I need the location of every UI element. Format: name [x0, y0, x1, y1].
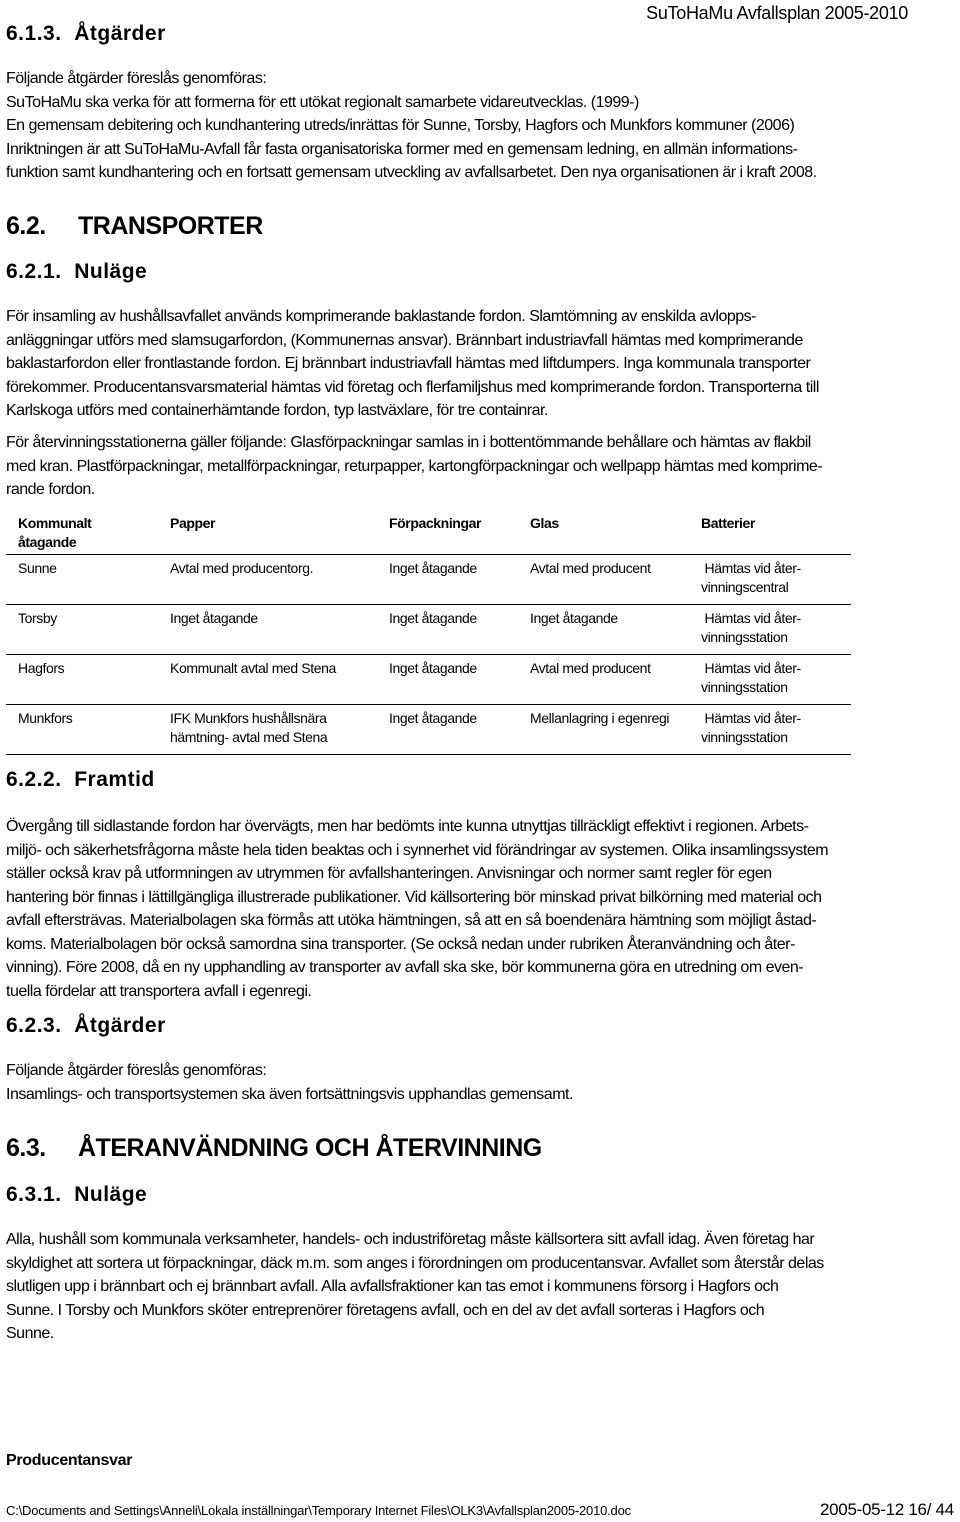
table-cell: Hämtas vid åter- vinningsstation: [699, 655, 851, 705]
collection-table: [6, 508, 851, 755]
header-cell: Förpackningar: [389, 515, 482, 531]
table-cell: Avtal med producent: [530, 655, 699, 705]
section-heading-6-2-1: [6, 260, 147, 284]
table-row: [6, 705, 851, 755]
text-line: En gemensam debitering och kundhantering utreds/inrättas för Sunne, Torsby, Hagfors och Munkfors kommuner (2006): [6, 117, 795, 134]
text-line: slutligen upp i brännbart och ej brännbart avfall. Alla avfallsfraktioner kan tas emot i kommunens försorg i Hagfors och: [6, 1278, 779, 1295]
table-cell: Hämtas vid åter- vinningsstation: [699, 605, 851, 655]
table-cell: IFK Munkfors hushållsnära hämtning- avtal med Stena: [158, 705, 389, 755]
header-cell: Kommunalt åtagande: [18, 515, 92, 550]
text-line: avfall eftersträvas. Materialbolagen ska förmås att utöka hämtningen, så att en så boendenära hämtning som möjligt åstad-: [6, 912, 817, 929]
table-cell: Inget åtagande: [389, 655, 530, 705]
section-heading-6-3: [6, 1134, 542, 1163]
text-line: anläggningar utförs med slamsugarfordon, (Kommunernas ansvar). Brännbart industriavfall hämtas med komprimerande: [6, 331, 803, 349]
text-line: Inriktningen är att SuToHaMu-Avfall får fasta organisatoriska former med en gemensam ledning, en allmän informations-: [6, 140, 798, 158]
table-cell: Kommunalt avtal med Stena: [158, 655, 389, 705]
section-title: Framtid: [74, 768, 155, 791]
footer-label: Producentansvar: [6, 1452, 133, 1469]
running-title: SuToHaMu Avfallsplan 2005-2010: [646, 3, 908, 23]
table-row: [6, 655, 851, 705]
section-heading-6-2: [6, 212, 263, 241]
section-heading-6-2-2: [6, 768, 155, 792]
section-heading-6-2-3: [6, 1014, 166, 1038]
footer-file-path: C:\Documents and Settings\Anneli\Lokala inställningar\Temporary Internet Files\OLK3\Avfallsplan2005-2010.doc: [6, 1503, 631, 1518]
text-line: Sunne. I Torsby och Munkfors sköter entreprenörer företagens avfall, och en del av det avfall sorteras i Hagfors och: [6, 1301, 765, 1319]
table-cell: Hämtas vid åter- vinningscentral: [699, 555, 851, 605]
section-heading-6-3-1: [6, 1183, 147, 1207]
table-cell: Hämtas vid åter- vinningsstation: [699, 705, 851, 755]
section-title: Nuläge: [74, 1183, 148, 1206]
table-cell: Sunne: [6, 555, 158, 605]
text-line: Alla, hushåll som kommunala verksamheter, handels- och industriföretag måste källsortera sitt avfall idag. Även företag har: [6, 1231, 815, 1248]
table-row: [6, 555, 851, 605]
table-cell: Inget åtagande: [389, 555, 530, 605]
section-title: TRANSPORTER: [78, 212, 263, 240]
section-number: 6.2.1.: [6, 260, 62, 283]
s623-text: [6, 1059, 573, 1106]
s621-para2: [6, 431, 822, 502]
text-line: ställer också krav på utformningen av utrymmen för avfallshanteringen. Anvisningar och normer samt regler för egen: [6, 865, 772, 882]
text-line: Sunne.: [6, 1325, 54, 1342]
section-number: 6.3.: [6, 1134, 46, 1162]
text-line: SuToHaMu ska verka för att formerna för ett utökat regionalt samarbete vidareutvecklas. (1999-): [6, 93, 639, 111]
header-cell: Papper: [170, 515, 216, 531]
text-line: vinning). Före 2008, då en ny upphandling av transporter av avfall ska ske, bör kommunerna göra en utredning om even-: [6, 959, 804, 976]
section-title: ÅTERANVÄNDNING OCH ÅTERVINNING: [78, 1134, 542, 1162]
table-cell: Inget åtagande: [530, 605, 699, 655]
table-cell: Torsby: [6, 605, 158, 655]
text-line: baklastarfordon eller frontlastande fordon. Ej brännbart industriavfall hämtas med liftdumpers. Inga kommunala transporter: [6, 355, 811, 372]
section-number: 6.1.3.: [6, 22, 62, 45]
text-line: Följande åtgärder föreslås genomföras:: [6, 1062, 267, 1079]
table-cell: Munkfors: [6, 705, 158, 755]
text-line: Övergång till sidlastande fordon har övervägts, men har bedömts inte kunna utnyttjas tillräckligt effektivt i regionen. Arbets-: [6, 818, 809, 835]
s613-text: [6, 67, 817, 185]
text-line: koms. Materialbolagen bör också samordna sina transporter. (Se också nedan under rubriken Återanvändning och åter-: [6, 935, 795, 953]
table-cell: Hagfors: [6, 655, 158, 705]
text-line: Insamlings- och transportsystemen ska även fortsättningsvis upphandlas gemensamt.: [6, 1085, 573, 1103]
text-line: För insamling av hushållsavfallet används komprimerande baklastande fordon. Slamtömning av enskilda avlopps-: [6, 308, 756, 325]
text-line: hantering bör finnas i lättillgängliga illustrerade publikationer. Vid källsortering bör minskad privat bilkörning med material och: [6, 888, 822, 906]
text-line: med kran. Plastförpackningar, metallförpackningar, returpapper, kartongförpackningar och wellpapp hämtas med komprime-: [6, 457, 823, 475]
text-line: skyldighet att sortera ut förpackningar, däck m.m. som anges i förordningen om producentansvar. Avfallet som återstår delas: [6, 1254, 824, 1272]
footer-date-page: [820, 1500, 954, 1520]
table-row: [6, 605, 851, 655]
section-heading-6-1-3: [6, 22, 166, 46]
section-title: Nuläge: [74, 260, 148, 283]
text-line: förekommer. Producentansvarsmaterial hämtas vid företag och flerfamiljshus med komprimerande fordon. Transporterna till: [6, 378, 819, 396]
text-line: Karlskoga utförs med containerhämtande fordon, typ lastväxlare, för tre containrar.: [6, 402, 548, 419]
table-cell: Avtal med producent: [530, 555, 699, 605]
header-cell: Batterier: [701, 515, 755, 531]
table-cell: Avtal med producentorg.: [158, 555, 389, 605]
footer-page-number: 16/ 44: [908, 1500, 954, 1519]
section-number: 6.2.3.: [6, 1014, 62, 1037]
table-header-row: [6, 508, 851, 555]
section-number: 6.2.2.: [6, 768, 62, 791]
s621-para1: [6, 305, 819, 423]
s622-text: [6, 815, 828, 1003]
text-line: rande fordon.: [6, 481, 95, 498]
table-cell: Inget åtagande: [158, 605, 389, 655]
s631-text: [6, 1228, 824, 1346]
table-cell: Inget åtagande: [389, 705, 530, 755]
footer-date: 2005-05-12: [820, 1500, 904, 1519]
text-line: funktion samt kundhantering och en fortsatt gemensam utveckling av avfallsarbetet. Den nya organisationen är i kraft 2008.: [6, 164, 817, 181]
text-line: miljö- och säkerhetsfrågorna måste hela tiden beaktas och i synnerhet vid förändringar av systemen. Olika insamlingssystem: [6, 841, 829, 859]
table-cell: Mellanlagring i egenregi: [530, 705, 699, 755]
section-number: 6.2.: [6, 212, 46, 240]
table-cell: Inget åtagande: [389, 605, 530, 655]
text-line: tuella fördelar att transportera avfall i egenregi.: [6, 982, 312, 1000]
text-line: För återvinningsstationerna gäller följande: Glasförpackningar samlas in i bottentömmande behållare och hämtas av flakbil: [6, 434, 811, 451]
section-title: Åtgärder: [74, 22, 166, 45]
text-line: Följande åtgärder föreslås genomföras:: [6, 70, 267, 87]
section-title: Åtgärder: [74, 1014, 166, 1037]
section-number: 6.3.1.: [6, 1183, 62, 1206]
header-cell: Glas: [530, 515, 559, 531]
